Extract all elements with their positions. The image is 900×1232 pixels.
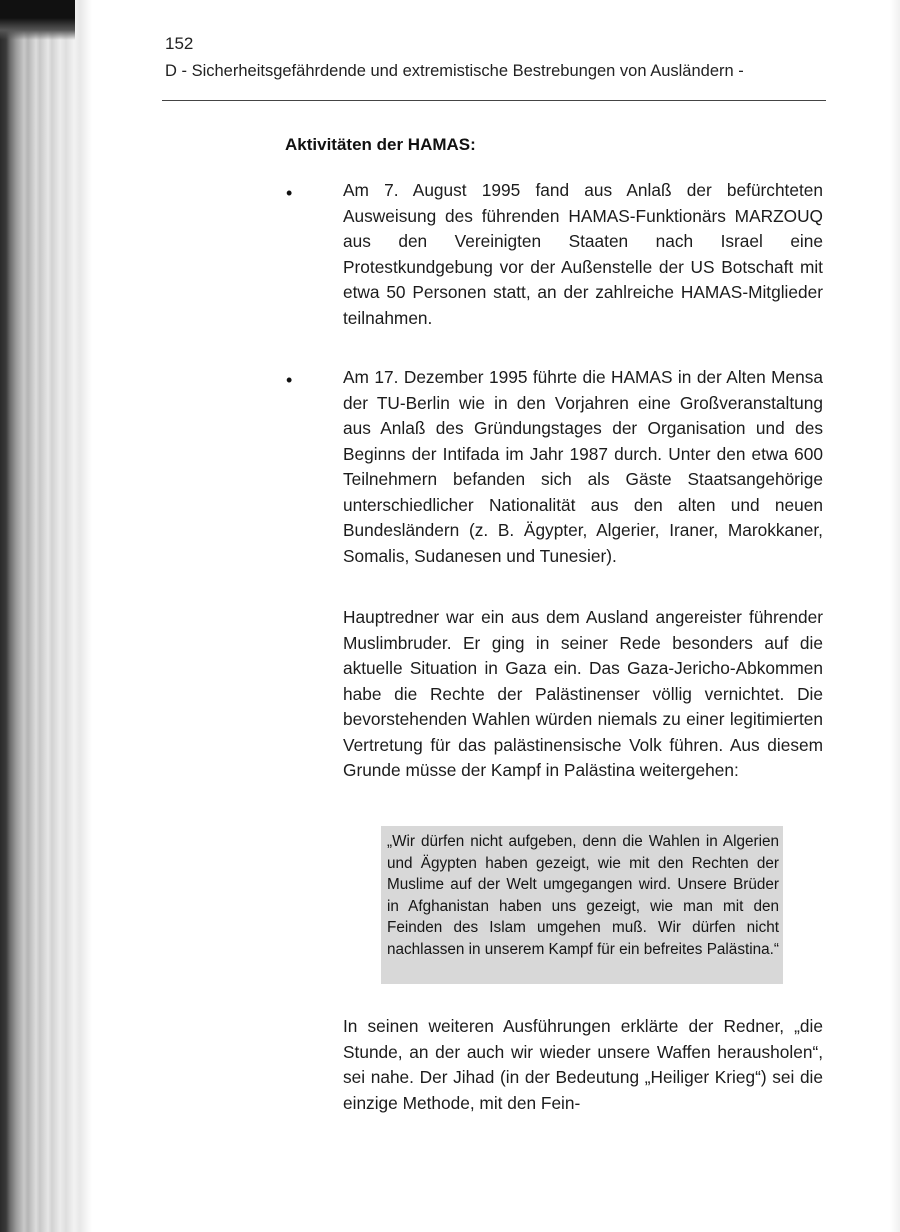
closing-paragraph: In seinen weiteren Ausführungen erklärte der Redner, „die Stunde, an der auch wir wieder unsere Waffen herausholen“, sei nahe. Der Jihad (in der Bedeutung „Heiliger Krieg“) sei die einzige Methode, mit den Fein-: [343, 1016, 823, 1113]
header-divider: [162, 100, 826, 101]
scan-shadow: [0, 0, 75, 40]
bullet-paragraph-marzouq: Am 7. August 1995 fand aus Anlaß der befürchteten Ausweisung des führenden HAMAS-Funktionärs MARZOUQ aus den Vereinigten Staaten nach Israel eine Protestkundgebung vor der Außenstelle der US Botschaft mit etwa 50 Personen statt, an der zahlreiche HAMAS-Mitglieder teilnahmen.: [343, 180, 823, 328]
page-right-edge: [890, 0, 900, 1232]
section-heading: Aktivitäten der HAMAS:: [285, 135, 476, 154]
bullet-paragraph-tu-berlin: Am 17. Dezember 1995 führte die HAMAS in der Alten Mensa der TU-Berlin wie in den Vorjahren eine Großveranstaltung aus Anlaß des Gründungstages der Organisation und des Beginns der Intifada im Jahr 1987 durch. Unter den etwa 600 Teilnehmern befanden sich als Gäste Staatsangehörige unterschiedlicher Nationalität aus den alten und neuen Bundesländern (z. B. Ägypter, Algerier, Iraner, Marokkaner, Somalis, Sudanesen und Tunesier).: [343, 367, 823, 566]
quote-text: „Wir dürfen nicht aufgeben, denn die Wahlen in Algerien und Ägypten haben gezeigt, wie mit den Rechten der Muslime auf der Welt umgegangen wird. Unsere Brüder in Afghanistan haben uns gezeigt, wie man mit den Feinden des Islam umgehen muß. Wir dürfen nicht nachlassen in unserem Kampf für ein befreites Palästina.“: [387, 833, 779, 958]
page-number: 152: [165, 34, 194, 53]
bullet-marker: •: [286, 370, 293, 390]
book-spine-edge: [0, 0, 92, 1232]
running-head: D - Sicherheitsgefährdende und extremistische Bestrebungen von Ausländern -: [165, 62, 744, 80]
bullet-marker: •: [286, 183, 293, 203]
speech-summary-paragraph: Hauptredner war ein aus dem Ausland angereister führender Muslimbruder. Er ging in seiner Rede besonders auf die aktuelle Situation in Gaza ein. Das Gaza-Jericho-Abkommen habe die Rechte der Palästinenser völlig vernichtet. Die bevorstehenden Wahlen würden niemals zu einer legitimierten Vertretung für das palästinensische Volk führen. Aus diesem Grunde müsse der Kampf in Palästina weitergehen:: [343, 607, 823, 780]
quote-block: [381, 826, 783, 984]
